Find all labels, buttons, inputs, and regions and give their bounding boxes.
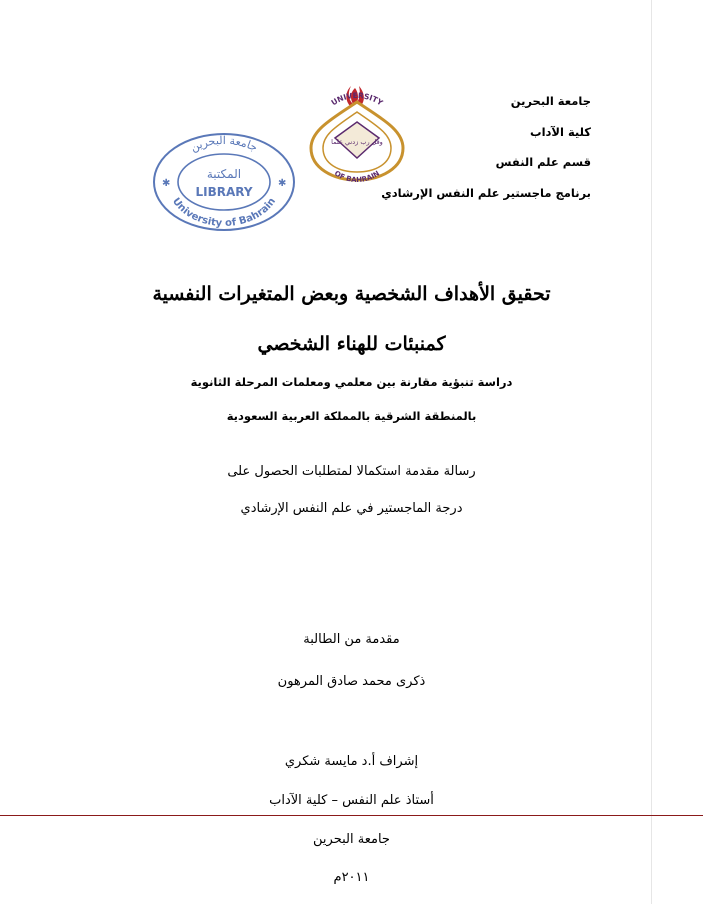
stamp-english: University of Bahrain xyxy=(169,196,279,230)
bottom-rule xyxy=(0,815,703,816)
supervisor-title: أستاذ علم النفس – كلية الآداب xyxy=(269,793,434,808)
student-label: مقدمة من الطالبة xyxy=(303,632,400,647)
subtitle-line1: دراسة تنبؤية مقارنة بين معلمي ومعلمات المرحلة الثانوية xyxy=(190,375,513,389)
stamp-star-right-icon: ✱ xyxy=(278,178,287,189)
subtitle-line2: بالمنطقة الشرقية بالمملكة العربية السعودية xyxy=(226,409,477,423)
seal-text-center: وقل رب زدني علما xyxy=(331,138,383,146)
header-program: برنامج ماجستير علم النفس الإرشادي xyxy=(381,185,591,200)
stamp-arabic-center: المكتبة xyxy=(206,167,242,181)
seal-text-top: UNIVERSITY xyxy=(329,90,385,108)
university-seal-logo xyxy=(303,82,411,182)
thesis-title-line1: تحقيق الأهداف الشخصية وبعض المتغيرات النفسية xyxy=(152,283,551,305)
footer-university: جامعة البحرين xyxy=(313,832,390,847)
submission-line2: درجة الماجستير في علم النفس الإرشادي xyxy=(240,501,463,516)
student-name: ذكرى محمد صادق المرهون xyxy=(277,674,426,689)
svg-text:University of Bahrain xyxy=(170,196,278,229)
thesis-title-line2: كمنبئات للهناء الشخصي xyxy=(257,333,446,355)
stamp-star-left-icon: ✱ xyxy=(162,178,171,189)
header-block xyxy=(381,86,591,208)
stamp-library: LIBRARY xyxy=(195,185,253,199)
header-department: قسم علم النفس xyxy=(495,155,591,169)
footer-year: ٢٠١١م xyxy=(333,870,370,885)
supervisor-name: إشراف أ.د مايسة شكري xyxy=(284,754,419,769)
header-university: جامعة البحرين xyxy=(510,94,591,108)
seal-text-bottom: OF BAHRAIN xyxy=(332,169,382,182)
library-stamp xyxy=(148,130,300,234)
header-college: كلية الآداب xyxy=(530,124,591,139)
stamp-arabic-top: جامعة البحرين xyxy=(188,133,260,155)
submission-line1: رسالة مقدمة استكمالا لمتطلبات الحصول على xyxy=(227,464,476,479)
